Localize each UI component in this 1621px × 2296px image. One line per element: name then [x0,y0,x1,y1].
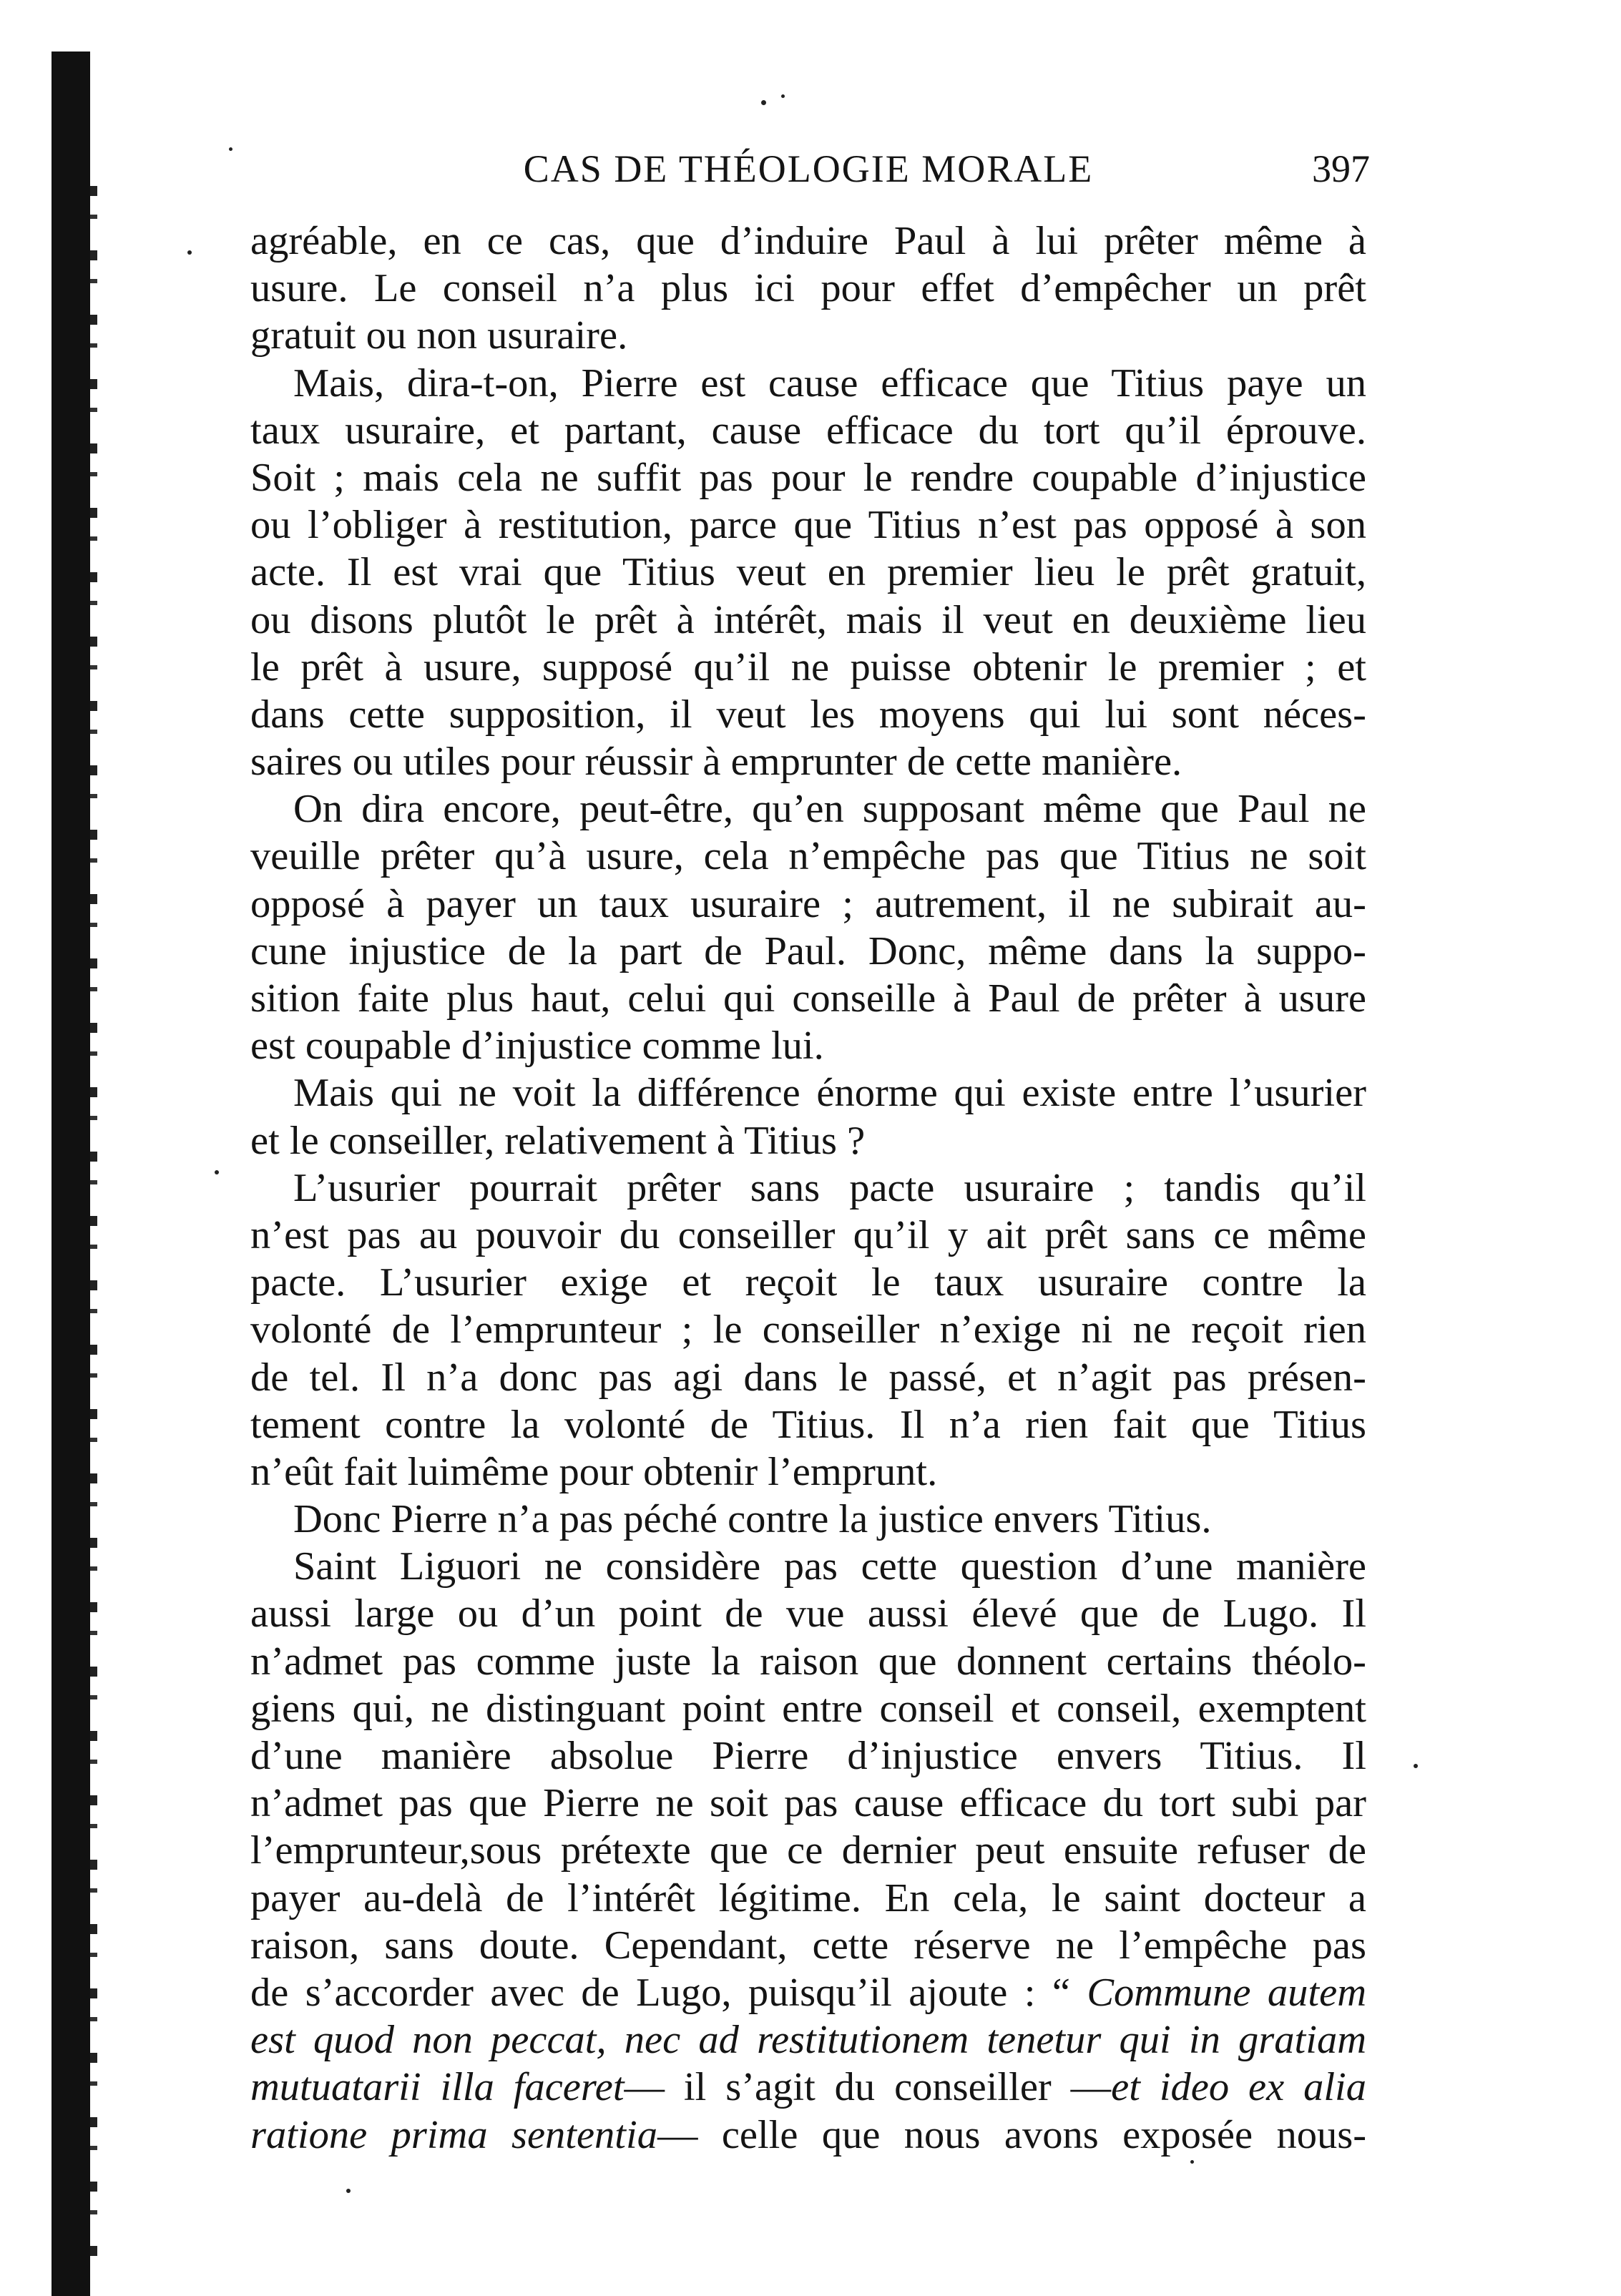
paragraph-start-line: L’usurier pourrait prêter sans pacte usuraire ; tandis qu’il [293,1165,1366,1210]
text-line: dans cette supposition, il veut les moyens qui lui sont néces- [250,692,1366,737]
text-line: volonté de l’emprunteur ; le conseiller n’exige ni ne reçoit rien [250,1308,1366,1353]
scan-speck [229,147,232,151]
scan-edge-noise [90,186,97,2260]
text-line: gratuit ou non usuraire. [250,313,628,358]
text-line: n’admet pas comme juste la raison que donnent certains théolo- [250,1639,1366,1684]
text-line: acte. Il est vrai que Titius veut en premier lieu le prêt gratuit, [250,550,1366,595]
text-line: aussi large ou d’un point de vue aussi élevé que de Lugo. Il [250,1591,1366,1637]
text-line: usure. Le conseil n’a plus ici pour effet d’empêcher un prêt [250,266,1366,311]
running-title: CAS DE THÉOLOGIE MORALE [523,147,1094,190]
text-line: pacte. L’usurier exige et reçoit le taux usuraire contre la [250,1260,1366,1305]
scan-speck [346,2189,351,2193]
latin-quotation: Commune autem [1087,1970,1366,2015]
text-line: n’eût fait luimême pour obtenir l’emprunt. [250,1449,938,1494]
scan-speck [215,1170,219,1174]
paragraph-start-line: Donc Pierre n’a pas péché contre la justice envers Titius. [293,1497,1212,1542]
text-line: le prêt à usure, supposé qu’il ne puisse obtenir le premier ; et [250,644,1366,690]
latin-quotation: mutuatarii illa faceret [250,2065,625,2110]
text-line: et le conseiller, relativement à Titius ? [250,1118,866,1163]
text-line: veuille prêter qu’à usure, cela n’empêche pas que Titius ne soit [250,834,1366,879]
scan-edge-shadow [52,51,90,2296]
latin-quotation-line: est quod non peccat, nec ad restitutionem tenetur qui in gratiam [250,2018,1366,2063]
scan-speck [761,100,766,105]
text-line: tement contre la volonté de Titius. Il n’a rien fait que Titius [250,1402,1366,1447]
text-line: taux usuraire, et partant, cause efficace du tort qu’il éprouve. [250,408,1366,453]
text-line: est coupable d’injustice comme lui. [250,1024,824,1069]
text-line: l’emprunteur,sous prétexte que ce dernier peut ensuite refuser de [250,1828,1366,1873]
text-line-with-quote [250,1969,1366,2016]
text-line: agréable, en ce cas, que d’induire Paul à lui prêter même à [250,219,1366,263]
text-line-with-quote [250,2111,1366,2159]
text-line: d’une manière absolue Pierre d’injustice envers Titius. Il [250,1734,1366,1778]
paragraph-start-line: On dira encore, peut-être, qu’en supposant même que Paul ne [293,787,1366,832]
text-line: Soit ; mais cela ne suffit pas pour le rendre coupable d’injustice [250,455,1366,500]
scan-speck [1414,1764,1418,1768]
latin-quotation: et ideo ex alia [1111,2065,1366,2110]
text-line: n’est pas au pouvoir du conseiller qu’il y ait prêt sans ce même [250,1212,1366,1257]
scan-speck [187,250,192,255]
text-line: de tel. Il n’a donc pas agi dans le passé, et n’agit pas présen- [250,1355,1366,1400]
text-line: opposé à payer un taux usuraire ; autrement, il ne subirait au- [250,881,1366,926]
text-line: cune injustice de la part de Paul. Donc, même dans la suppo- [250,928,1366,973]
page-number: 397 [1312,147,1370,190]
text-line: payer au-delà de l’intérêt légitime. En cela, le saint docteur a [250,1875,1366,1920]
scan-speck [1190,2160,1194,2164]
text-line-with-quote [250,2064,1366,2111]
text-run: — il s’agit du conseiller — [624,2065,1112,2110]
latin-quotation: ratione prima sententia [250,2112,657,2157]
text-line: ou l’obliger à restitution, parce que Titius n’est pas opposé à son [250,503,1366,548]
paragraph-start-line: Saint Liguori ne considère pas cette question d’une manière [293,1544,1366,1589]
text-line: sition faite plus haut, celui qui conseille à Paul de prêter à usure [250,976,1366,1021]
paragraph-start-line: Mais, dira-t-on, Pierre est cause efficace que Titius paye un [293,360,1366,406]
body-text [250,217,1366,2159]
text-line: giens qui, ne distinguant point entre conseil et conseil, exemptent [250,1686,1366,1731]
paragraph-start-line: Mais qui ne voit la différence énorme qui existe entre l’usurier [293,1071,1366,1116]
text-line: n’admet pas que Pierre ne soit pas cause efficace du tort subi par [250,1781,1366,1826]
text-run: — celle que nous avons exposée nous- [657,2112,1366,2157]
text-line: ou disons plutôt le prêt à intérêt, mais il veut en deuxième lieu [250,597,1366,642]
text-line: saires ou utiles pour réussir à emprunter de cette manière. [250,740,1182,785]
text-line: raison, sans doute. Cependant, cette réserve ne l’empêche pas [250,1923,1366,1968]
scan-speck [781,94,785,98]
page-header [247,140,1370,197]
text-run: de s’accorder avec de Lugo, puisqu’il ajoute : “ [250,1970,1070,2015]
